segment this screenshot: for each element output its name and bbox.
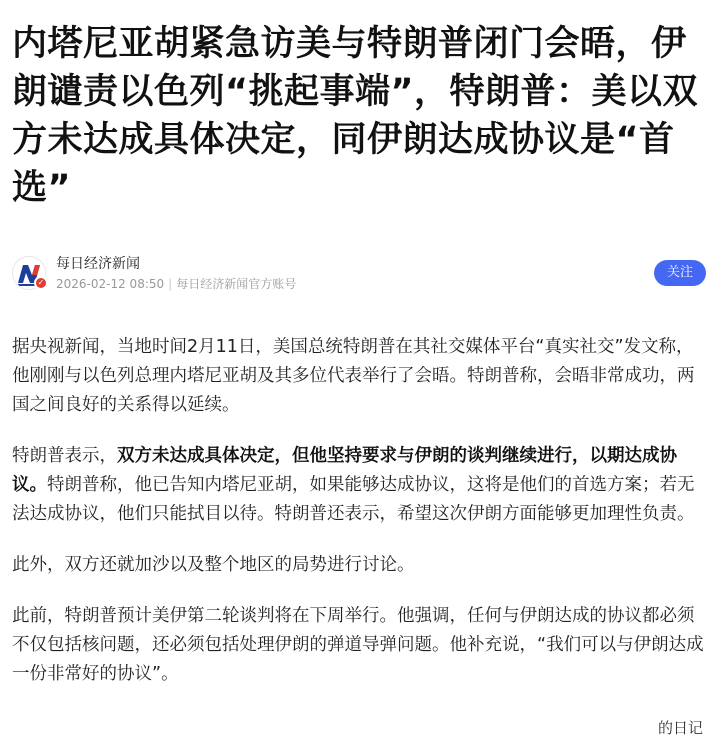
paragraph-2	[12, 442, 710, 529]
author-bar	[12, 254, 710, 294]
paragraph-4: 此前，特朗普预计美伊第二轮谈判将在下周举行。他强调，任何与伊朗达成的协议都必须不仅包括核问题，还必须包括处理伊朗的弹道导弹问题。他补充说，“我们可以与伊朗达成一份非常好的协议”。	[12, 606, 704, 684]
article-title: 内塔尼亚胡紧急访美与特朗普闭门会晤，伊朗谴责以色列“挑起事端”，特朗普：美以双方未达成具体决定，同伊朗达成协议是“首选”	[12, 24, 699, 208]
watermark-text: 的日记	[657, 719, 703, 737]
verified-badge-icon: ✓	[34, 276, 48, 290]
paragraph-2-start: 特朗普表示，	[12, 446, 117, 466]
paragraph-3: 此外，双方还就加沙以及整个地区的局势进行讨论。	[12, 555, 415, 575]
publish-date: 2026-02-12 08:50	[56, 277, 165, 291]
follow-button[interactable]: 关注	[654, 260, 706, 286]
account-label: 每日经济新闻官方账号	[176, 277, 297, 291]
author-name[interactable]: 每日经济新闻	[56, 256, 140, 272]
article-body	[12, 333, 710, 711]
paragraph-2-bold: 双方未达成具体决定，但他坚持要求与伊朗的谈判继续进行，以期达成协议。	[12, 446, 677, 495]
paragraph-1: 据央视新闻，当地时间2月11日，美国总统特朗普在其社交媒体平台“真实社交”发文称，他刚刚与以色列总理内塔尼亚胡及其多位代表举行了会晤。特朗普称，会晤非常成功，两国之间良好的关系得以延续。	[12, 337, 695, 415]
meta-separator: |	[168, 277, 173, 291]
paragraph-2-end: 特朗普称，他已告知内塔尼亚胡，如果能够达成协议，这将是他们的首选方案；若无法达成协议，他们只能拭目以待。特朗普还表示，希望这次伊朗方面能够更加理性负责。	[12, 475, 695, 524]
post-meta	[56, 276, 296, 292]
